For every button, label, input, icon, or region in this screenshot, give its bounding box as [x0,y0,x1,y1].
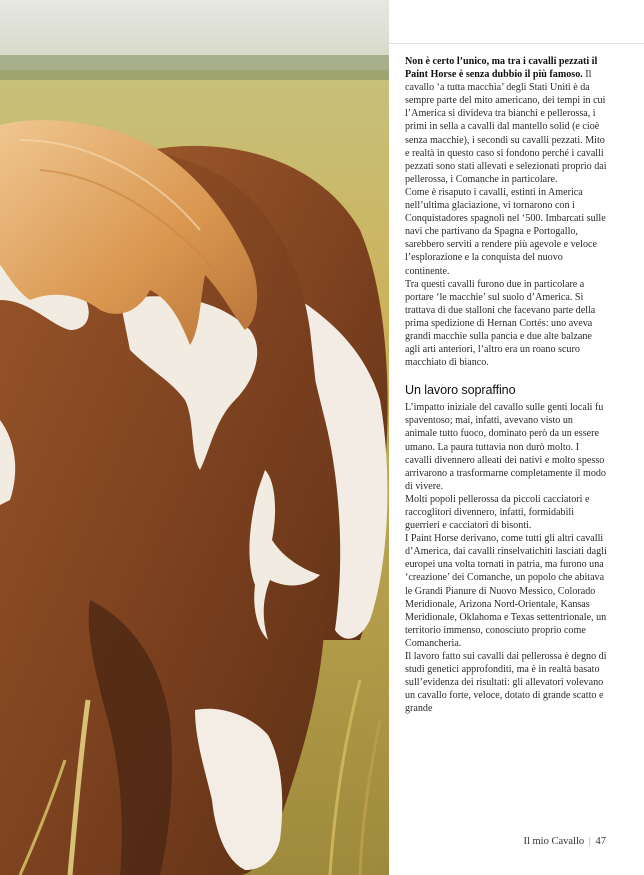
article-lead: Non è certo l’unico, ma tra i cavalli pezzati il Paint Horse è senza dubbio il più famoso. [405,56,598,81]
header-rule [389,43,644,44]
article-paragraph-1 [405,55,607,186]
article-paragraph-1-text: Il cavallo ‘a tutta macchia’ degli Stati Uniti è da sempre parte del mito americano, dei tempi in cui l’America si divideva tra bianchi e pellerossa, i primi in sella a cavalli dal mantello solid (e cioè senza macchie), i secondi su cavalli pezzati. Mito e realtà in questo caso si fondono perché i cavalli pezzati sono stati allevati e selezionati proprio dai pellerossa, i Comanche in particolare. [405,69,607,185]
magazine-name: Il mio Cavallo [523,836,585,847]
section-paragraph-2: Molti popoli pellerossa da piccoli cacciatori e raccoglitori divennero, infatti, formidabili guerrieri e cacciatori di bisonti. [405,493,590,532]
article-paragraph-3: Tra questi cavalli furono due in particolare a portare ‘le macchie’ sul suolo d’America. Si trattava di due stalloni che facevano parte della prima spedizione di Hernan Cortés: uno aveva grandi macchie sulla pancia e due alte balzane agli arti anteriori, l’altro era un roano scuro macchiato di bianco. [405,278,596,369]
footer-separator: | [588,836,591,847]
section-paragraph-4: Il lavoro fatto sui cavalli dai pellerossa è degno di studi genetici approfonditi, ma è in realtà basato sull’evidenza dei risultati: gli allevatori volevano un cavallo forte, veloce, dotato di grande scatto e grande [405,651,607,715]
article-column [405,55,607,716]
page-footer [523,836,606,847]
page-number: 47 [595,836,606,847]
article-paragraph-2: Come è risaputo i cavalli, estinti in America nell’ultima glaciazione, vi tornarono con i Conquistadores spagnoli nel ‘500. Imbarcati sulle navi che partivano da Spagna e Portogallo, sarebbero serviti a rendere più agevole e veloce l’esplorazione e la conquista del nuovo continente. [405,186,606,277]
section-heading: Un lavoro sopraffino [405,383,516,398]
section-paragraph-1: L’impatto iniziale del cavallo sulle genti locali fu spaventoso; mai, infatti, avevano visto un animale tutto fuoco, dominato però da un essere umano. La paura tuttavia non durò molto. I cavalli divennero alleati dei nativi e molto spesso arrivarono a trasformarne completamente il modo di vivere. [405,402,606,492]
section-paragraph-3: I Paint Horse derivano, come tutti gli altri cavalli d’America, dai cavalli rinselvatichiti lasciati dagli europei una volta tornati in patria, ma furono una ‘creazione’ dei Comanche, un popolo che abitava le Grandi Pianure di Nuovo Messico, Colorado Meridionale, Arizona Nord-Orientale, Kansas Meridionale, Oklahoma e Texas settentrionale, un territorio immenso, conosciuto proprio come Comancheria. [405,533,607,649]
